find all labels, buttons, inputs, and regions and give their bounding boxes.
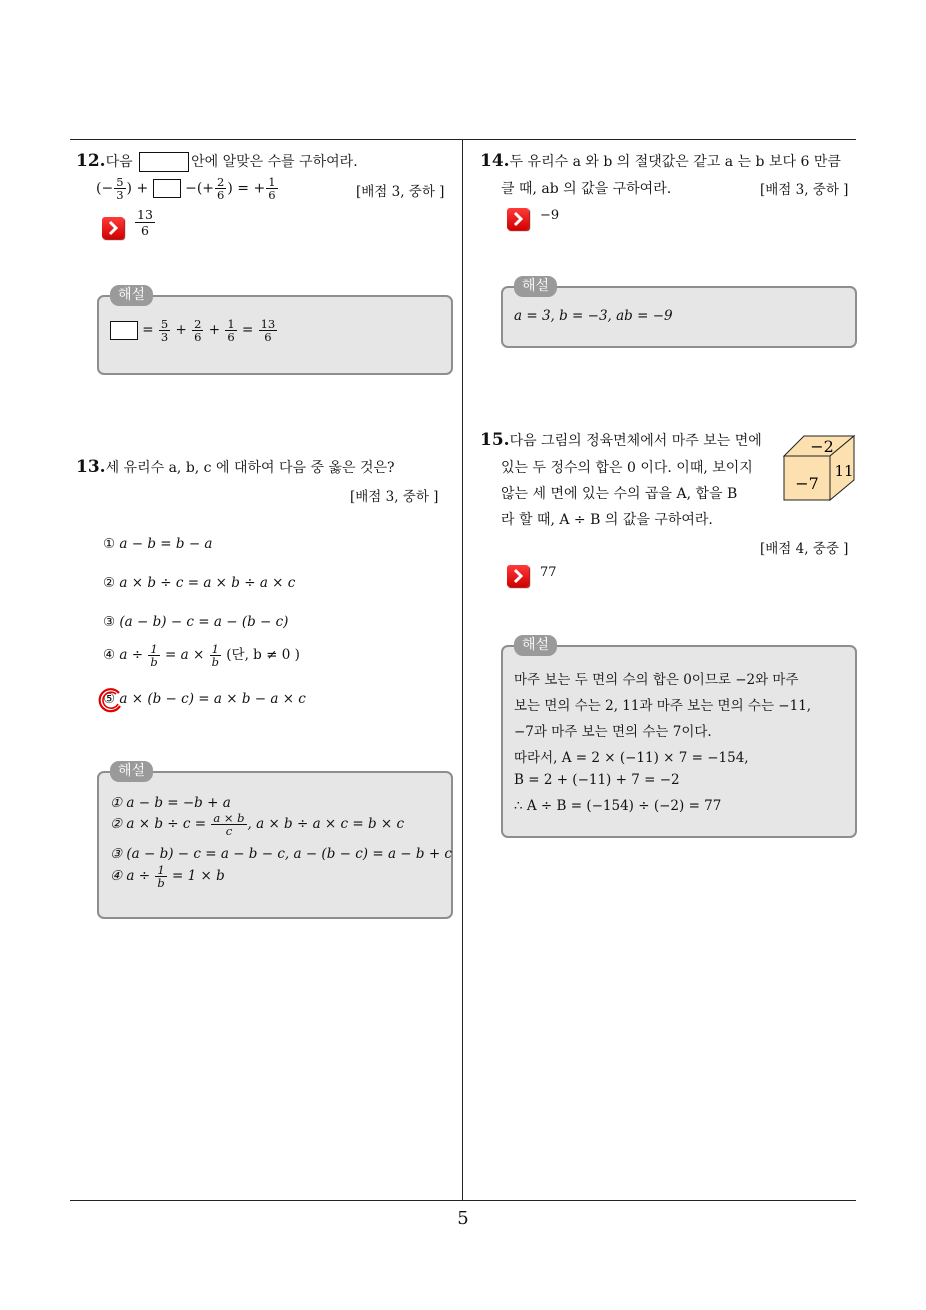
- q12-explain-eq: [110, 318, 278, 343]
- q13-option-5[interactable]: [103, 691, 306, 707]
- q13-option-4-post: (단, b ≠ 0 ): [226, 647, 300, 663]
- q14-stem-line1: [480, 151, 841, 171]
- cube-side-label: 11: [834, 462, 854, 480]
- q12-grade: [배점 3, 중하 ]: [356, 184, 445, 200]
- q12-frac3-den: 6: [268, 188, 276, 202]
- q15-explain-line2: 보는 면의 수는 2, 11과 마주 보는 면의 수는 −11,: [514, 698, 812, 714]
- q12-explain-b-den: 6: [194, 330, 202, 344]
- q12-eq-open1: (−: [96, 180, 114, 197]
- q12-explain-frac-c: [225, 318, 236, 343]
- q13-explain-line2-frac: [211, 812, 246, 837]
- q12-eq-equals: = +: [237, 180, 266, 197]
- q12-explain-equals: =: [142, 322, 154, 338]
- q12-frac3: [266, 176, 277, 201]
- q12-text-after: 안에 알맞은 수를 구하여라.: [191, 154, 358, 170]
- q13-option-5-text: a × (b − c) = a × b − a × c: [119, 691, 306, 707]
- q12-explain-a-num: 5: [160, 317, 169, 331]
- q12-frac2: [215, 176, 226, 201]
- q15-line1: 다음 그림의 정육면체에서 마주 보는 면에: [509, 433, 762, 449]
- q15-explain-line5: B = 2 + (−11) + 7 = −2: [514, 772, 680, 788]
- q12-frac1-num: 5: [116, 175, 124, 189]
- q12-number: 12.: [76, 151, 106, 171]
- bottom-rule: [70, 1200, 856, 1201]
- q13-explain-line2-num: a × b: [213, 811, 245, 825]
- q15-answer: 77: [540, 565, 557, 580]
- cube-front-label: −7: [795, 474, 819, 493]
- q14-grade: [배점 3, 중하 ]: [760, 182, 849, 198]
- q13-option-1-text: a − b = b − a: [119, 536, 213, 552]
- q13-option-1-mark: ①: [103, 536, 116, 552]
- q15-line2: 있는 두 정수의 합은 0 이다. 이때, 보이지: [501, 460, 753, 476]
- q12-frac1-den: 3: [116, 188, 124, 202]
- q13-option-2[interactable]: [103, 575, 295, 591]
- q12-answer-den: 6: [140, 223, 149, 238]
- cube-figure: [780, 432, 858, 504]
- q12-answer: [134, 207, 156, 238]
- q15-answer-icon: [507, 565, 529, 587]
- q13-explain-line4-pre: ④ a ÷: [110, 868, 151, 884]
- q13-option-3[interactable]: [103, 614, 288, 630]
- q12-frac2-den: 6: [217, 188, 225, 202]
- q15-explain-line1: 마주 보는 두 면의 수의 합은 0이므로 −2와 마주: [514, 672, 799, 688]
- q12-explain-equals2: =: [242, 322, 254, 338]
- q15-line3: 않는 세 면에 있는 수의 곱을 A, 합을 B: [501, 486, 738, 502]
- q13-option-4-mid: = a ×: [165, 647, 205, 663]
- q12-explain-frac-b: [192, 318, 203, 343]
- q12-answer-icon: [102, 217, 124, 239]
- q13-explain-line2-pre: ② a × b ÷ c =: [110, 816, 207, 832]
- q13-explain-line1: ① a − b = −b + a: [110, 795, 231, 811]
- q12-blank-box: [139, 152, 189, 172]
- q12-eq-plus: +: [136, 180, 149, 197]
- q13-explain-line4-num: 1: [157, 863, 165, 877]
- q13-explain-line2-den: c: [225, 824, 233, 838]
- q15-explain-label: 해설: [514, 635, 557, 656]
- q13-text: 세 유리수 a, b, c 에 대하여 다음 중 옳은 것은?: [105, 460, 395, 476]
- q12-explain-blank: [110, 321, 138, 340]
- q13-option-4-frac1-den: b: [150, 655, 158, 669]
- q13-explain-line4-frac: [155, 864, 166, 889]
- q14-answer-icon: [507, 208, 529, 230]
- q13-grade: [배점 3, 중하 ]: [350, 489, 439, 505]
- q13-option-2-text: a × b ÷ c = a × b ÷ a × c: [119, 575, 296, 591]
- q15-number: 15.: [480, 430, 510, 450]
- q13-explain-line2-post: , a × b ÷ a × c = b × c: [247, 816, 405, 832]
- q12-answer-num: 13: [137, 207, 153, 222]
- q12-explain-result-den: 6: [264, 330, 272, 344]
- q14-line2: 클 때, ab 의 값을 구하여라.: [501, 181, 672, 197]
- q13-option-4-frac2-den: b: [211, 655, 219, 669]
- q12-explain-plus2: +: [208, 322, 221, 338]
- q15-stem-line1: [480, 430, 762, 450]
- q13-explain-box: [97, 771, 453, 919]
- q12-text-before: 다음: [105, 154, 133, 170]
- q13-option-3-text: (a − b) − c = a − (b − c): [119, 614, 289, 630]
- q12-eq-close1: ): [126, 180, 132, 197]
- q13-option-4-pre: a ÷: [119, 647, 144, 663]
- q14-answer: −9: [540, 208, 560, 223]
- q14-number: 14.: [480, 151, 510, 171]
- q12-frac2-num: 2: [217, 175, 225, 189]
- q14-line1: 두 유리수 a 와 b 의 절댓값은 같고 a 는 b 보다 6 만큼: [509, 154, 841, 170]
- column-divider: [462, 139, 463, 1201]
- q13-explain-line3: ③ (a − b) − c = a − b − c, a − (b − c) = a − b + c: [110, 846, 452, 862]
- q12-frac1: [114, 176, 125, 201]
- top-rule: [70, 139, 856, 140]
- q13-option-4-mark: ④: [103, 647, 116, 663]
- q13-option-5-mark: ⑤: [103, 691, 116, 707]
- q12-equation: [96, 176, 279, 201]
- q13-number: 13.: [76, 457, 106, 477]
- q15-explain-line6: ∴ A ÷ B = (−154) ÷ (−2) = 77: [514, 798, 722, 814]
- q13-option-4-frac2-num: 1: [211, 642, 219, 656]
- q12-explain-c-den: 6: [227, 330, 235, 344]
- q12-explain-plus1: +: [175, 322, 187, 338]
- cube-top-label: −2: [810, 437, 834, 456]
- q13-stem: [76, 457, 395, 477]
- q13-option-4-frac1: [148, 643, 159, 668]
- q12-explain-result-num: 13: [260, 317, 276, 331]
- page-number: 5: [457, 1208, 469, 1229]
- q13-option-4[interactable]: [103, 643, 300, 668]
- q12-explain-a-den: 3: [160, 330, 169, 344]
- q15-line4: 라 할 때, A ÷ B 의 값을 구하여라.: [501, 512, 713, 528]
- q12-eq-close2: ): [227, 180, 233, 197]
- q15-grade: [배점 4, 중중 ]: [760, 541, 849, 557]
- q12-explain-c-num: 1: [227, 317, 235, 331]
- q13-option-2-mark: ②: [103, 575, 116, 591]
- q13-option-4-frac1-num: 1: [150, 642, 158, 656]
- q13-explain-line2: [110, 812, 404, 837]
- q12-stem: [76, 151, 358, 172]
- q12-explain-b-num: 2: [194, 317, 202, 331]
- q15-explain-line3: −7과 마주 보는 면의 수는 7이다.: [514, 724, 712, 740]
- q12-explain-frac-result: [259, 318, 278, 343]
- q13-explain-line4: [110, 864, 225, 889]
- q12-eq-minus-open: −(+: [185, 180, 215, 197]
- q13-explain-label: 해설: [110, 761, 153, 782]
- q12-explain-label: 해설: [110, 285, 153, 306]
- q13-option-3-mark: ③: [103, 614, 116, 630]
- q13-option-4-frac2: [210, 643, 221, 668]
- q12-eq-blank: [153, 179, 181, 198]
- correct-answer-circle-icon: [96, 685, 126, 715]
- q14-explain-text: a = 3, b = −3, ab = −9: [514, 308, 673, 324]
- q14-explain-label: 해설: [514, 276, 557, 297]
- q15-explain-line4: 따라서, A = 2 × (−11) × 7 = −154,: [514, 750, 749, 766]
- q12-answer-frac: [135, 207, 155, 238]
- q12-explain-frac-a: [159, 318, 170, 343]
- q13-option-1[interactable]: [103, 536, 212, 552]
- q13-explain-line4-den: b: [157, 876, 165, 890]
- q12-frac3-num: 1: [268, 175, 276, 189]
- q13-explain-line4-post: = 1 × b: [172, 868, 225, 884]
